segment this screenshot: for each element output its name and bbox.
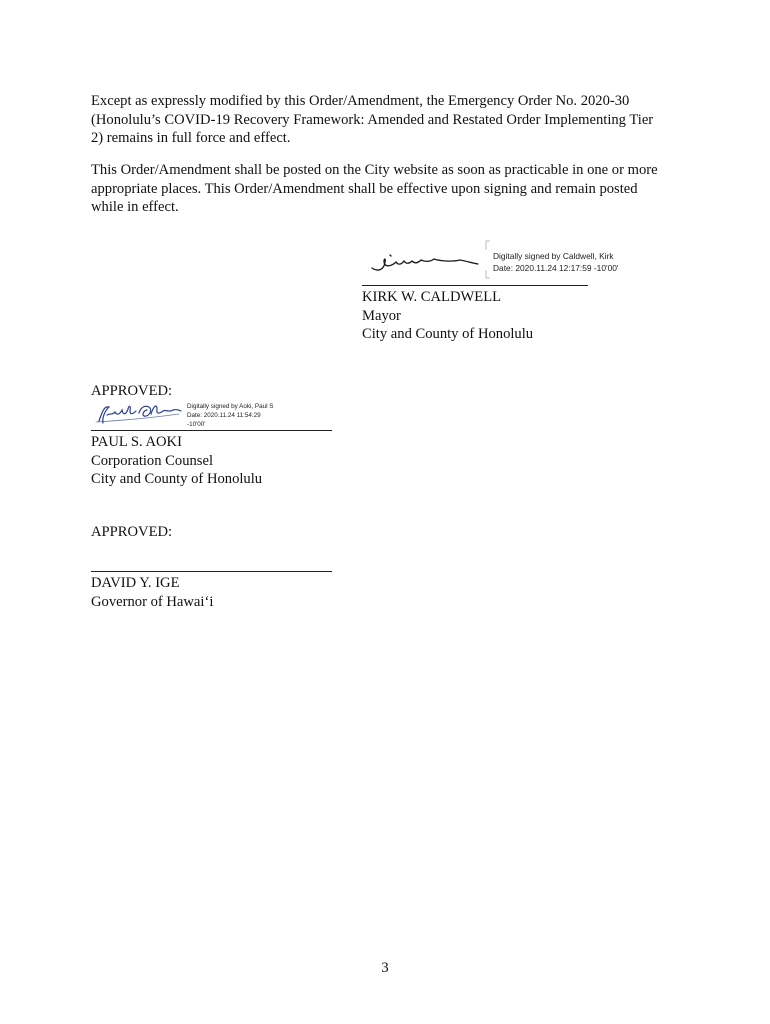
approved-label: APPROVED: [91, 383, 173, 399]
aoki-handwritten-signature [93, 401, 183, 427]
signer-title: Mayor [362, 307, 401, 324]
signature-line [91, 571, 332, 572]
signature-line [362, 285, 588, 286]
text-line: This Order/Amendment shall be posted on the City website as soon as practicable in one or more [91, 162, 658, 178]
signature-line [91, 430, 332, 431]
signer-organization: City and County of Honolulu [362, 326, 534, 342]
paragraph-reservation [91, 92, 691, 148]
stamp-line: Date: 2020.11.24 12:17:59 -10'00' [493, 263, 619, 273]
governor-name-block [91, 574, 213, 611]
counsel-name-block [91, 433, 262, 489]
text-line: 2) remains in full force and effect. [91, 130, 291, 146]
caldwell-handwritten-signature [368, 250, 480, 276]
signer-organization: City and County of Honolulu [91, 471, 263, 487]
digital-signature-stamp-caldwell [493, 250, 619, 274]
approved-label: APPROVED: [91, 524, 173, 540]
mayor-name-block [362, 288, 533, 344]
stamp-bracket-icon [484, 240, 492, 280]
text-line: (Honolulu’s COVID-19 Recovery Framework: Amended and Restated Order Implementing Tier [91, 111, 654, 128]
paragraph-posting [91, 161, 691, 217]
stamp-line: Digitally signed by Caldwell, Kirk [493, 251, 614, 261]
stamp-line: Date: 2020.11.24 11:54:29 [187, 412, 261, 419]
signer-title: Governor of Hawai‘i [91, 593, 214, 610]
signer-name: DAVID Y. IGE [91, 575, 180, 591]
text-line: appropriate places. This Order/Amendment shall be effective upon signing and remain posted [91, 180, 638, 197]
stamp-line: -10'00' [187, 421, 206, 428]
text-line: while in effect. [91, 199, 179, 215]
signer-name: KIRK W. CALDWELL [362, 289, 502, 305]
stamp-line: Digitally signed by Aoki, Paul S [187, 403, 274, 410]
signer-title: Corporation Counsel [91, 452, 214, 469]
text-line: Except as expressly modified by this Order/Amendment, the Emergency Order No. 2020-30 [91, 93, 630, 109]
page-number: 3 [381, 960, 389, 976]
signer-name: PAUL S. AOKI [91, 434, 182, 450]
digital-signature-stamp-aoki [187, 402, 273, 429]
